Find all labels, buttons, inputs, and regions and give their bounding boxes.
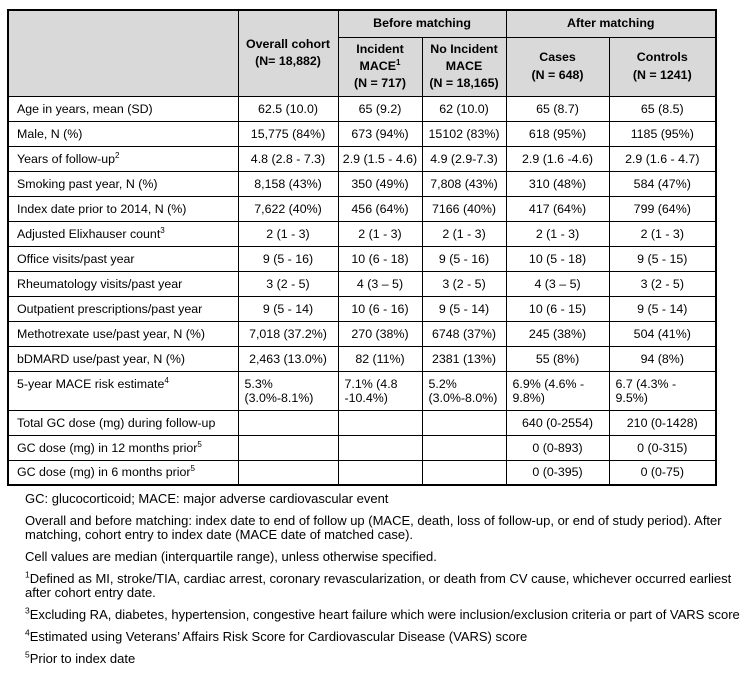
table-header	[8, 10, 716, 96]
cell-value: 4 (3 – 5)	[338, 271, 422, 296]
cell-value: 94 (8%)	[609, 346, 716, 371]
row-label	[8, 171, 238, 196]
cell-value: 2 (1 - 3)	[422, 221, 506, 246]
table-row	[8, 271, 716, 296]
cell-value: 8,158 (43%)	[238, 171, 338, 196]
cell-value	[338, 410, 422, 435]
cell-value: 9 (5 - 15)	[609, 246, 716, 271]
cell-value: 10 (6 - 16)	[338, 296, 422, 321]
cell-value: 9 (5 - 14)	[609, 296, 716, 321]
cell-value: 55 (8%)	[506, 346, 609, 371]
footnote-marker: 1	[396, 57, 401, 67]
cell-value: 310 (48%)	[506, 171, 609, 196]
cell-value: 504 (41%)	[609, 321, 716, 346]
cell-value: 2 (1 - 3)	[506, 221, 609, 246]
row-label-text: 5-year MACE risk estimate	[17, 376, 165, 391]
table-row	[8, 435, 716, 460]
cell-value	[238, 435, 338, 460]
cell-value: 3 (2 - 5)	[609, 271, 716, 296]
row-label	[8, 121, 238, 146]
header-corner-cell	[8, 10, 238, 96]
table-row	[8, 460, 716, 485]
cell-value: 4.9 (2.9-7.3)	[422, 146, 506, 171]
footnote-marker: 3	[25, 605, 30, 616]
cell-value: 5.2% (3.0%-8.0%)	[422, 371, 506, 410]
row-label	[8, 296, 238, 321]
row-label	[8, 221, 238, 246]
cell-value: 10 (5 - 18)	[506, 246, 609, 271]
footnote-text: Excluding RA, diabetes, hypertension, congestive heart failure which were inclusion/exclusion criteria or part of VARS score	[29, 607, 740, 623]
row-label	[8, 460, 238, 485]
cell-value: 10 (6 - 18)	[338, 246, 422, 271]
footnote-text: Prior to index date	[29, 650, 136, 666]
table-row	[8, 346, 716, 371]
cell-value: 618 (95%)	[506, 121, 609, 146]
cell-value: 10 (6 - 15)	[506, 296, 609, 321]
cell-value: 9 (5 - 14)	[238, 296, 338, 321]
header-cases	[506, 37, 609, 96]
cell-value	[338, 460, 422, 485]
cell-value: 15,775 (84%)	[238, 121, 338, 146]
cell-value	[338, 435, 422, 460]
cell-value	[238, 410, 338, 435]
row-label-text: GC dose (mg) in 6 months prior	[17, 465, 191, 480]
cell-value: 2.9 (1.6 -4.6)	[506, 146, 609, 171]
header-no-incident-mace-label: No Incident MACE	[430, 41, 498, 73]
table-row	[8, 146, 716, 171]
cell-value: 0 (0-893)	[506, 435, 609, 460]
footnote	[25, 550, 747, 565]
header-no-incident-mace-count: (N = 18,165)	[429, 76, 499, 91]
row-label	[8, 346, 238, 371]
cell-value: 584 (47%)	[609, 171, 716, 196]
cell-value: 2.9 (1.5 - 4.6)	[338, 146, 422, 171]
header-no-incident-mace	[422, 37, 506, 96]
cell-value: 6.7 (4.3% - 9.5%)	[609, 371, 716, 410]
header-controls	[609, 37, 716, 96]
row-label	[8, 410, 238, 435]
cell-value: 62 (10.0)	[422, 96, 506, 121]
table-row	[8, 410, 716, 435]
footnotes	[25, 492, 747, 666]
cell-value: 640 (0-2554)	[506, 410, 609, 435]
row-label-text: Male, N (%)	[17, 126, 83, 141]
header-overall-count: (N= 18,882)	[255, 54, 321, 69]
cell-value	[238, 460, 338, 485]
row-label-text: Years of follow-up	[17, 151, 116, 166]
cell-value: 7,622 (40%)	[238, 196, 338, 221]
table-row	[8, 371, 716, 410]
footnote-text: Estimated using Veterans’ Affairs Risk Score for Cardiovascular Disease (VARS) score	[29, 628, 528, 644]
row-label	[8, 321, 238, 346]
header-incident-mace-count: (N = 717)	[354, 76, 406, 91]
row-label-text: Office visits/past year	[17, 251, 135, 266]
cell-value: 2 (1 - 3)	[338, 221, 422, 246]
footnote	[25, 605, 747, 623]
row-label	[8, 371, 238, 410]
header-group-row	[8, 10, 716, 37]
footnote-marker: 2	[115, 150, 120, 160]
footnote-text: Overall and before matching: index date to end of follow up (MACE, death, loss of follow-up, or end of study period). After matching, cohort entry to index date (MACE date of matched case).	[25, 512, 722, 543]
footnote-marker: 4	[25, 627, 30, 638]
cell-value: 5.3% (3.0%-8.1%)	[238, 371, 338, 410]
cell-value: 417 (64%)	[506, 196, 609, 221]
footnote-text: Cell values are median (interquartile range), unless otherwise specified.	[25, 549, 437, 565]
cell-value: 2 (1 - 3)	[238, 221, 338, 246]
table-row	[8, 171, 716, 196]
row-label-text: Outpatient prescriptions/past year	[17, 301, 203, 316]
cell-value	[422, 460, 506, 485]
footnote-marker: 1	[25, 569, 30, 580]
header-controls-count: (N = 1241)	[632, 67, 692, 82]
cell-value: 0 (0-75)	[609, 460, 716, 485]
cell-value: 82 (11%)	[338, 346, 422, 371]
cell-value: 7,808 (43%)	[422, 171, 506, 196]
table-body	[8, 96, 716, 485]
cell-value: 65 (8.5)	[609, 96, 716, 121]
cell-value: 9 (5 - 16)	[422, 246, 506, 271]
cell-value: 4.8 (2.8 - 7.3)	[238, 146, 338, 171]
row-label	[8, 146, 238, 171]
cell-value: 7,018 (37.2%)	[238, 321, 338, 346]
header-cases-count: (N = 648)	[531, 67, 584, 82]
cell-value: 673 (94%)	[338, 121, 422, 146]
header-after-matching: After matching	[506, 10, 716, 37]
cell-value: 9 (5 - 14)	[422, 296, 506, 321]
cell-value: 7.1% (4.8 -10.4%)	[338, 371, 422, 410]
row-label	[8, 246, 238, 271]
cell-value: 0 (0-395)	[506, 460, 609, 485]
footnote	[25, 514, 747, 543]
cell-value: 210 (0-1428)	[609, 410, 716, 435]
table-row	[8, 221, 716, 246]
table-row	[8, 196, 716, 221]
row-label-text: Index date prior to 2014, N (%)	[17, 201, 187, 216]
cell-value: 6748 (37%)	[422, 321, 506, 346]
footnote-marker: 5	[25, 649, 30, 660]
footnote	[25, 627, 747, 645]
cell-value: 0 (0-315)	[609, 435, 716, 460]
footnote-marker: 5	[197, 439, 202, 449]
row-label-text: bDMARD use/past year, N (%)	[17, 351, 186, 366]
row-label-text: GC dose (mg) in 12 months prior	[17, 440, 198, 455]
cell-value: 3 (2 - 5)	[422, 271, 506, 296]
cell-value	[422, 410, 506, 435]
header-incident-mace	[338, 37, 422, 96]
header-controls-label: Controls	[636, 50, 688, 65]
footnote-marker: 5	[190, 464, 196, 474]
table-row	[8, 246, 716, 271]
cell-value: 65 (8.7)	[506, 96, 609, 121]
cell-value: 7166 (40%)	[422, 196, 506, 221]
cell-value: 9 (5 - 16)	[238, 246, 338, 271]
row-label-text: Total GC dose (mg) during follow-up	[17, 415, 216, 430]
cell-value: 270 (38%)	[338, 321, 422, 346]
table-row	[8, 321, 716, 346]
row-label-text: Rheumatology visits/past year	[17, 276, 183, 291]
footnote-text: Defined as MI, stroke/TIA, cardiac arrest, coronary revascularization, or death from CV cause, whichever occurred earliest after cohort entry date.	[25, 570, 732, 601]
cell-value: 456 (64%)	[338, 196, 422, 221]
footnote-text: GC: glucocorticoid; MACE: major adverse cardiovascular event	[25, 491, 389, 506]
cell-value: 350 (49%)	[338, 171, 422, 196]
header-overall-cohort	[238, 10, 338, 96]
header-before-matching: Before matching	[338, 10, 506, 37]
row-label-text: Age in years, mean (SD)	[17, 101, 153, 116]
header-cases-label: Cases	[539, 50, 576, 65]
table-row	[8, 96, 716, 121]
footnote	[25, 649, 747, 667]
cell-value: 4 (3 – 5)	[506, 271, 609, 296]
cell-value: 3 (2 - 5)	[238, 271, 338, 296]
cell-value: 2.9 (1.6 - 4.7)	[609, 146, 716, 171]
footnote-marker: 4	[164, 375, 169, 385]
cell-value: 65 (9.2)	[338, 96, 422, 121]
row-label-text: Smoking past year, N (%)	[17, 176, 158, 191]
cell-value: 6.9% (4.6% - 9.8%)	[506, 371, 609, 410]
cell-value: 2,463 (13.0%)	[238, 346, 338, 371]
cell-value	[422, 435, 506, 460]
cell-value: 1185 (95%)	[609, 121, 716, 146]
row-label	[8, 96, 238, 121]
row-label	[8, 435, 238, 460]
row-label-text: Adjusted Elixhauser count	[17, 226, 161, 241]
footnote	[25, 569, 747, 601]
footnote	[25, 492, 747, 507]
cell-value: 245 (38%)	[506, 321, 609, 346]
baseline-characteristics-table	[7, 9, 717, 486]
cell-value: 62.5 (10.0)	[238, 96, 338, 121]
header-overall-label: Overall cohort	[245, 37, 330, 52]
cell-value: 15102 (83%)	[422, 121, 506, 146]
table-row	[8, 121, 716, 146]
row-label	[8, 271, 238, 296]
row-label-text: Methotrexate use/past year, N (%)	[17, 326, 206, 341]
footnote-marker: 3	[160, 225, 165, 235]
row-label	[8, 196, 238, 221]
header-incident-mace-label: Incident MACE$^1$	[356, 41, 404, 73]
cell-value: 799 (64%)	[609, 196, 716, 221]
table-row	[8, 296, 716, 321]
cell-value: 2 (1 - 3)	[609, 221, 716, 246]
cell-value: 2381 (13%)	[422, 346, 506, 371]
